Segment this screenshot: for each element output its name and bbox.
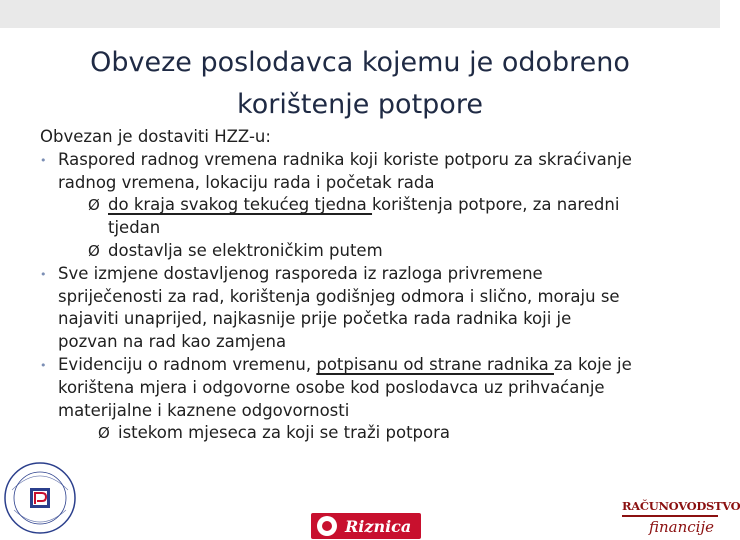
sub-bullet-1-cont: tjedan (108, 218, 161, 238)
intro-line: Obvezan je dostaviti HZZ-u: (40, 127, 271, 146)
arrow-bullet-icon: Ø (98, 424, 110, 443)
bullet-2-cont-1: spriječenosti za rad, korištenja godišnjeg odmora i slično, moraju se (58, 286, 620, 306)
bullet-2-cont-2: najaviti unaprijed, najkasnije prije početka rada radnika koji je (58, 309, 572, 329)
financije-logo-text: financije (649, 518, 714, 536)
arrow-bullet-icon: Ø (88, 241, 100, 260)
bullet-1 (40, 149, 700, 172)
sub-bullet-1-text: korištenja potpore, za naredni (372, 195, 620, 215)
bullet-3-text-pre: Evidenciju o radnom vremenu, (58, 354, 317, 374)
sub-bullet-1 (40, 194, 700, 217)
bullet-2-cont-3: pozvan na rad kao zamjena (58, 332, 287, 352)
bullet-1-text: Raspored radnog vremena radnika koji koriste potporu za skraćivanje (58, 149, 632, 169)
riznica-seal-icon (317, 516, 337, 536)
bullet-icon: • (40, 267, 47, 281)
racunovodstvo-logo-text: RAČUNOVODSTVO (622, 497, 718, 517)
bullet-3-underlined: potpisanu od strane radnika (316, 354, 554, 374)
bullet-2 (40, 263, 700, 286)
sub-bullet-2 (40, 240, 700, 263)
bullet-3 (40, 354, 700, 377)
bullet-3-text-post: za koje je (553, 354, 632, 374)
slide-title (0, 42, 720, 126)
riznica-logo (311, 513, 421, 539)
bullet-1-cont: radnog vremena, lokaciju rada i početak rada (58, 172, 435, 192)
slide-content (40, 126, 700, 445)
title-line-1: Obveze poslodavca kojemu je odobreno (90, 47, 630, 78)
bullet-icon: • (40, 358, 47, 372)
racunovodstvo-logo (622, 497, 740, 539)
title-line-2: korištenje potpore (237, 89, 483, 120)
top-bar (0, 0, 720, 28)
sub-bullet-2-text: dostavlja se elektroničkim putem (108, 240, 383, 260)
sub-bullet-1-underlined: do kraja svakog tekućeg tjedna (108, 195, 373, 215)
bullet-2-text: Sve izmjene dostavljenog rasporeda iz razloga privremene (58, 263, 543, 283)
sub-bullet-3 (40, 422, 700, 445)
seal-logo-icon (2, 460, 78, 536)
bullet-icon: • (40, 153, 47, 167)
sub-bullet-3-text: istekom mjeseca za koji se traži potpora (118, 423, 451, 443)
bullet-3-cont-1: korištena mjera i odgovorne osobe kod poslodavca uz prihvaćanje (58, 377, 605, 397)
bullet-3-cont-2: materijalne i kaznene odgovornosti (58, 400, 350, 420)
arrow-bullet-icon: Ø (88, 196, 100, 215)
riznica-logo-text: Riznica (345, 516, 412, 536)
